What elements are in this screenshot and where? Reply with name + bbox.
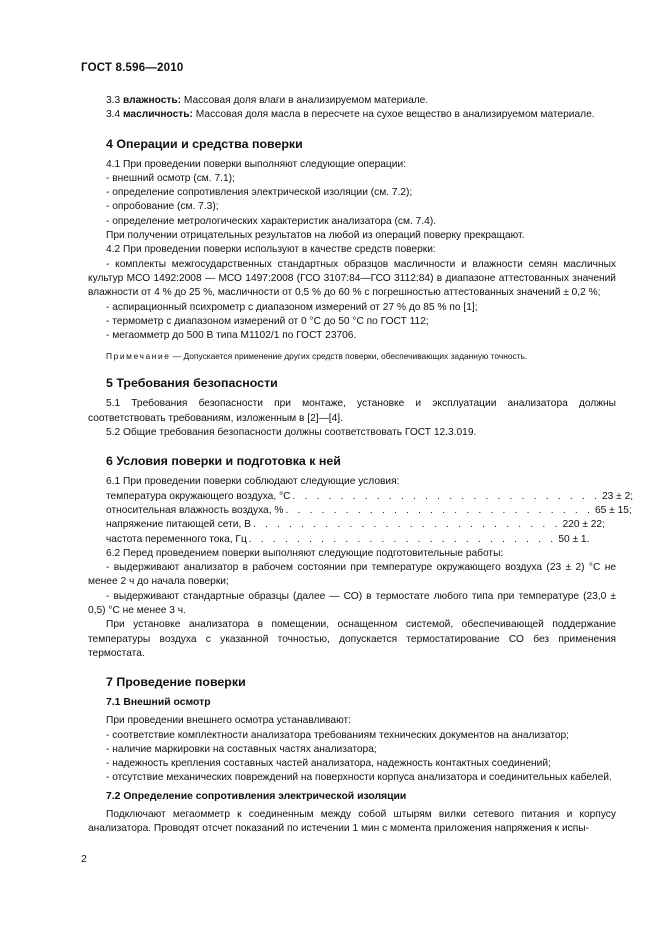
- condition-label: напряжение питающей сети, В: [106, 519, 251, 531]
- condition-label: частота переменного тока, Гц: [106, 533, 247, 545]
- condition-value: 23 ± 2;: [602, 490, 634, 502]
- section-6-heading: 6 Условия поверки и подготовка к ней: [106, 454, 341, 469]
- leader-dots: . . . . . . . . . . . . . . . . . . . . . . . . . .: [292, 490, 600, 502]
- paragraph: При получении отрицательных результатов на любой из операций поверку прекращают.: [106, 230, 525, 242]
- definition-number: 3.4: [106, 109, 121, 121]
- document-body: [88, 94, 634, 836]
- paragraph: При проведении внешнего осмотра устанавливают:: [106, 715, 352, 727]
- condition-label: температура окружающего воздуха, °С: [106, 490, 291, 502]
- note-text: — Допускается применение других средств поверки, обеспечивающих заданную точность.: [170, 351, 528, 362]
- subsection-7-2-heading: 7.2 Определение сопротивления электрической изоляции: [106, 790, 407, 802]
- paragraph: При установке анализатора в помещении, оснащенном системой, обеспечивающей поддержание температуры воздуха с указанной точностью, допускается термостатирование СО без применения термостата.: [88, 619, 616, 659]
- paragraph-4-2: 4.2 При проведении поверки используют в качестве средств поверки:: [106, 244, 436, 256]
- paragraph: Подключают мегаомметр к соединенным между собой штырям вилки сетевого питания и корпусу анализатора. Проводят отсчет показаний по истечении 1 мин с момента приложения напряжения к испы-: [88, 808, 616, 834]
- paragraph-5-2: 5.2 Общие требования безопасности должны соответствовать ГОСТ 12.3.019.: [106, 427, 477, 439]
- leader-dots: . . . . . . . . . . . . . . . . . . . . . . . . . .: [248, 533, 557, 545]
- condition-row: [106, 504, 632, 518]
- paragraph-5-1: 5.1 Требования безопасности при монтаже, установке и эксплуатации анализатора должны соответствовать требованиям, изложенным в [2]—[4].: [88, 398, 616, 424]
- section-4-heading: 4 Операции и средства поверки: [106, 136, 303, 151]
- page-number: 2: [81, 853, 87, 865]
- condition-row: [106, 533, 590, 547]
- list-item: - определение сопротивления электрической изоляции (см. 7.2);: [106, 187, 413, 199]
- list-item: - надежность крепления составных частей анализатора, надежность контактных соединений;: [106, 758, 551, 770]
- paragraph-6-1: 6.1 При проведении поверки соблюдают следующие условия:: [106, 476, 400, 488]
- definition-term: влажность:: [123, 95, 182, 106]
- paragraph-4-1: 4.1 При проведении поверки выполняют следующие операции:: [106, 158, 406, 170]
- list-item: - внешний осмотр (см. 7.1);: [106, 172, 235, 184]
- note: [106, 350, 616, 362]
- section-7-heading: 7 Проведение поверки: [106, 675, 246, 690]
- definition-text: Массовая доля влаги в анализируемом материале.: [183, 95, 429, 106]
- condition-row: [106, 518, 605, 532]
- list-item: - комплекты межгосударственных стандартных образцов масличности и влажности семян масличных культур МСО 1492:2008 — МСО 1497:2008 (ГСО 3107:84—ГСО 3112:84) в диапазоне аттестованных значений влажности от 4 % до 25 %, масличности от 0,5 % до 60 % с погрешностью аттестованных значений ± 0,2 %;: [88, 258, 616, 299]
- list-item: - опробование (см. 7.3);: [106, 201, 219, 213]
- list-item: - выдерживают анализатор в рабочем состоянии при температуре окружающего воздуха (23 ± 2) °С не менее 2 ч до начала поверки;: [88, 562, 616, 588]
- condition-label: относительная влажность воздуха, %: [106, 504, 284, 516]
- definition-3-3: [88, 94, 616, 108]
- list-item: - отсутствие механических повреждений на поверхности корпуса анализатора и соединительных кабелей.: [106, 772, 612, 784]
- document-header: ГОСТ 8.596—2010: [81, 62, 184, 74]
- list-item: - мегаомметр до 500 В типа М1102/1 по ГОСТ 23706.: [106, 330, 357, 342]
- subsection-7-1-heading: 7.1 Внешний осмотр: [106, 697, 211, 709]
- definition-3-4: [88, 108, 616, 122]
- note-label: Примечание: [106, 351, 171, 362]
- list-item: - наличие маркировки на составных частях анализатора;: [106, 743, 377, 755]
- condition-value: 220 ± 22;: [562, 519, 605, 531]
- leader-dots: . . . . . . . . . . . . . . . . . . . . . . . . . .: [285, 504, 594, 516]
- condition-value: 50 ± 1.: [558, 533, 590, 545]
- definition-number: 3.3: [106, 95, 121, 106]
- leader-dots: . . . . . . . . . . . . . . . . . . . . . . . . . .: [252, 519, 561, 531]
- paragraph-6-2: 6.2 Перед проведением поверки выполняют следующие подготовительные работы:: [106, 547, 504, 559]
- condition-row: [106, 490, 634, 504]
- list-item: - аспирационный психрометр с диапазоном измерений от 27 % до 85 % по [1];: [106, 301, 478, 313]
- condition-value: 65 ± 15;: [595, 504, 632, 516]
- definition-term: масличность:: [123, 109, 193, 121]
- definition-text: Массовая доля масла в пересчете на сухое вещество в анализируемом материале.: [195, 109, 595, 121]
- list-item: - выдерживают стандартные образцы (далее — СО) в термостате любого типа при температуре (23,0 ± 0,5) °С не менее 3 ч.: [88, 590, 616, 617]
- list-item: - термометр с диапазоном измерений от 0 °С до 50 °С по ГОСТ 112;: [106, 315, 429, 327]
- list-item: - определение метрологических характеристик анализатора (см. 7.4).: [106, 215, 437, 227]
- section-5-heading: 5 Требования безопасности: [106, 376, 278, 391]
- list-item: - соответствие комплектности анализатора требованиям технических документов на анализатор;: [106, 729, 570, 741]
- conditions-list: [106, 490, 634, 547]
